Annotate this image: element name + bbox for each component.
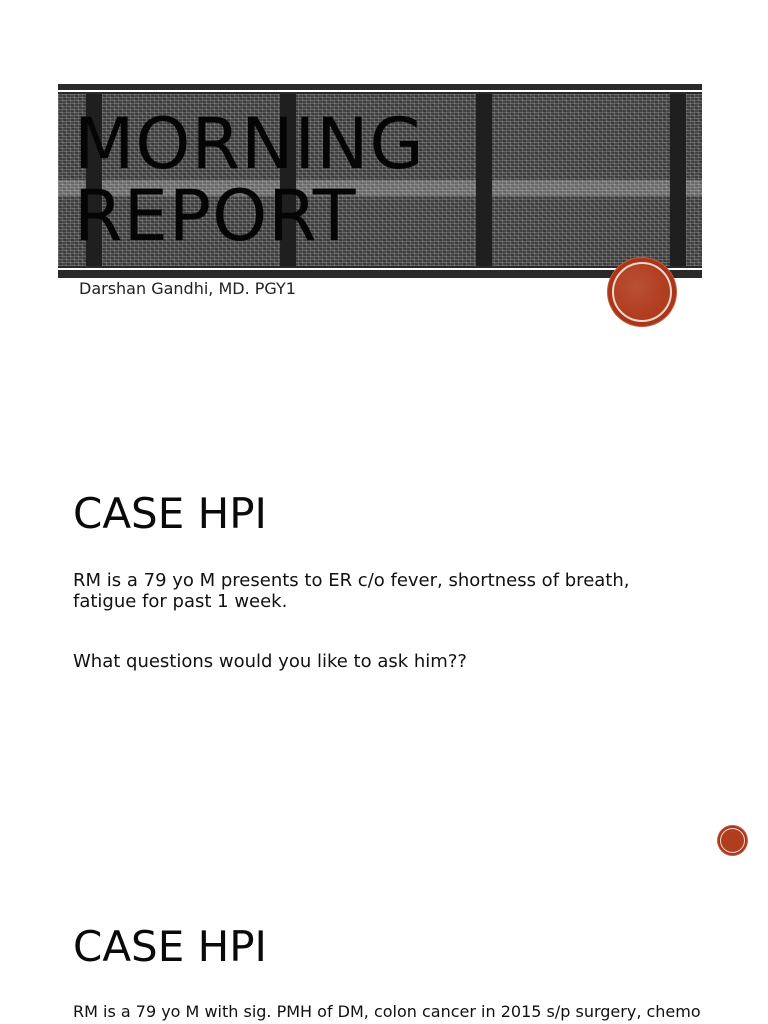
case-hpi-history: RM is a 79 yo M with sig. PMH of DM, colon cancer in 2015 s/p surgery, chemo: [73, 1002, 701, 1021]
slide-title: [74, 103, 425, 257]
case-hpi-presentation: RM is a 79 yo M presents to ER c/o fever, shortness of breath, fatigue for past 1 week.: [73, 570, 630, 612]
slide-title-line-2: REPORT: [74, 175, 357, 257]
badge-inner-ring: [720, 828, 745, 853]
red-circle-badge-icon: [608, 258, 676, 326]
banner-bottom-rule: [58, 268, 702, 270]
banner-column: [476, 94, 492, 266]
badge-inner-ring: [612, 262, 672, 322]
case-hpi-heading-2: CASE HPI: [73, 922, 267, 971]
presenter-name: Darshan Gandhi, MD. PGY1: [79, 279, 296, 298]
slide-title-line-1: MORNING: [74, 103, 425, 185]
case-hpi-heading: CASE HPI: [73, 489, 267, 538]
red-circle-badge-icon: [718, 826, 747, 855]
banner-column: [670, 94, 686, 266]
case-hpi-question: What questions would you like to ask him??: [73, 651, 467, 672]
banner-top-rule: [58, 90, 702, 92]
